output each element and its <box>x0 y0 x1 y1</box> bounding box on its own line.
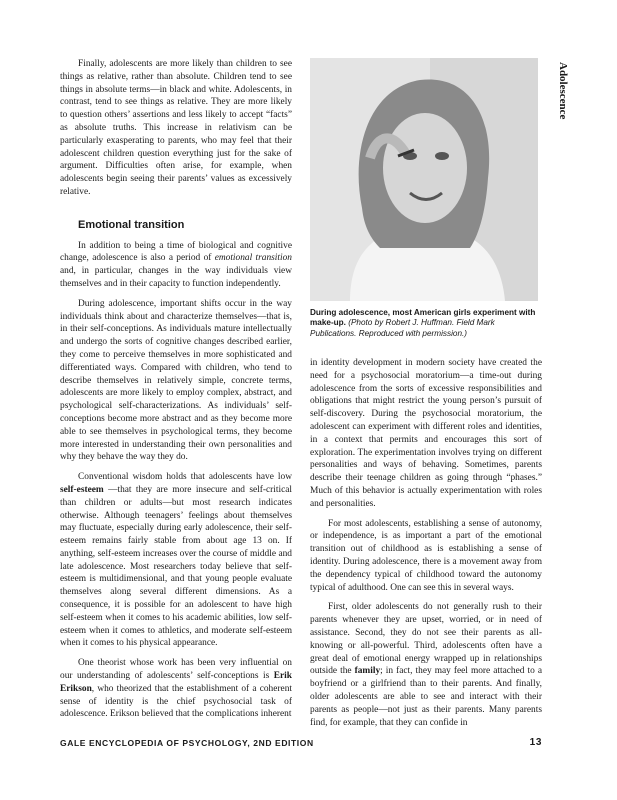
paragraph: Finally, adolescents are more likely than children to see things as relative, rather than absolute. Children tend to see things in absolute terms—in black and white. Adolescents, in contrast, tend to see things as relative. They are more likely to question others’ assertions and less likely to accept “facts” as absolute truths. This increase in relativism can be particularly exasperating to parents, who may feel that their adolescent children question everything just for the sake of argument. Difficulties often arise, for example, when adolescents begin seeing their parents’ values as excessively relative. <box>60 59 292 197</box>
caption-credit: (Photo by Robert J. Huffman. Field Mark Publications. Reproduced with permission.) <box>310 318 495 338</box>
section-side-tab: Adolescence <box>557 62 569 120</box>
paragraph: in identity development in modern society have created the need for a psychosocial moratorium—a time-out during adolescence from the sorts of excessive responsibilities and obligations that might restrict the young person’s pursuit of self-discovery. During the psychosocial moratorium, the adolescent can experiment with different roles and identities, in a context that permits and encourages this sort of exploration. The experimentation involves trying on different personalities and ways of behaving. Sometimes, parents describe their teenage children as going through “phases.” Much of this behavior is actually experimentation with roles and personalities. <box>310 358 542 509</box>
paragraph: First, older adolescents do not generally rush to their parents whenever they are upset, worried, or in need of assistance. Second, they do not see their parents as all-knowing or all-powerful. Third, adolescents often have a great deal of emotional energy wrapped up in relationships outside the family; in fact, they may feel more attached to a boyfriend or a girlfriend than to their parents. And finally, older adolescents are able to see and interact with their parents as people—not just as their parents. Many parents find, for example, that they can confide in <box>310 602 542 728</box>
girl-makeup-photo <box>310 58 538 301</box>
publication-title: GALE ENCYCLOPEDIA OF PSYCHOLOGY, 2ND EDITION <box>60 738 314 748</box>
paragraph: One theorist whose work has been very influential on our understanding of adolescents’ self-conceptions is Erik Erikson, who theorized that the establishment of a coherent sense of identity is the chief psychosocial task of adolescence. Erikson believed that the complications inherent <box>60 658 292 720</box>
paragraph: During adolescence, important shifts occur in the way individuals think about and characterize themselves—that is, in their self-conceptions. As individuals mature intellectually and undergo the sorts of cognitive changes described earlier, they come to perceive themselves in more sophisticated and differentiated ways. Compared with children, who tend to describe themselves in relatively simple, concrete terms, adolescents are more likely to employ complex, abstract, and psychological self-characterizations. As individuals’ self-conceptions become more abstract and as they become more able to see themselves in psychological terms, they become more interested in understanding their own personalities and why they behave the way they do. <box>60 298 292 463</box>
page-footer <box>60 738 542 748</box>
paragraph: In addition to being a time of biological and cognitive change, adolescence is also a period of emotional transition and, in particular, changes in the way individuals view themselves and in their capacity to function independently. <box>60 240 292 289</box>
photo-caption <box>310 308 540 339</box>
left-column <box>60 58 292 728</box>
key-term: Erik Erikson <box>60 671 292 694</box>
right-column <box>310 357 542 736</box>
paragraph: For most adolescents, establishing a sense of autonomy, or independence, is as important a part of the emotional transition out of childhood as is establishing a sense of identity. During adolescence, there is a movement away from the dependency typical of childhood toward the autonomy typical of adulthood. One can see this in several ways. <box>310 518 542 593</box>
caption-text: During adolescence, most American girls experiment with make-up. <box>310 308 536 328</box>
photo-illustration <box>310 58 538 301</box>
section-heading: Emotional transition <box>78 218 185 231</box>
emphasis: emotional transition <box>214 253 292 264</box>
key-term: family <box>354 666 381 677</box>
paragraph: Conventional wisdom holds that adolescents have low self-esteem —that they are more insecure and self-critical than children or adults—but most research indicates otherwise. Although teenagers’ feelings about themselves may fluctuate, especially during early adolescence, their self-esteem remains fairly stable from about age 13 on. If anything, self-esteem increases over the course of middle and late adolescence. Most researchers today believe that self-esteem is multidimensional, and that young people evaluate themselves along several different dimensions. As a consequence, it is possible for an adolescent to have high self-esteem when it comes to his academic abilities, low self-esteem when it comes to athletics, and moderate self-esteem when it comes to his physical appearance. <box>60 472 292 649</box>
key-term: self-esteem <box>60 484 104 495</box>
page-number: 13 <box>529 737 542 748</box>
